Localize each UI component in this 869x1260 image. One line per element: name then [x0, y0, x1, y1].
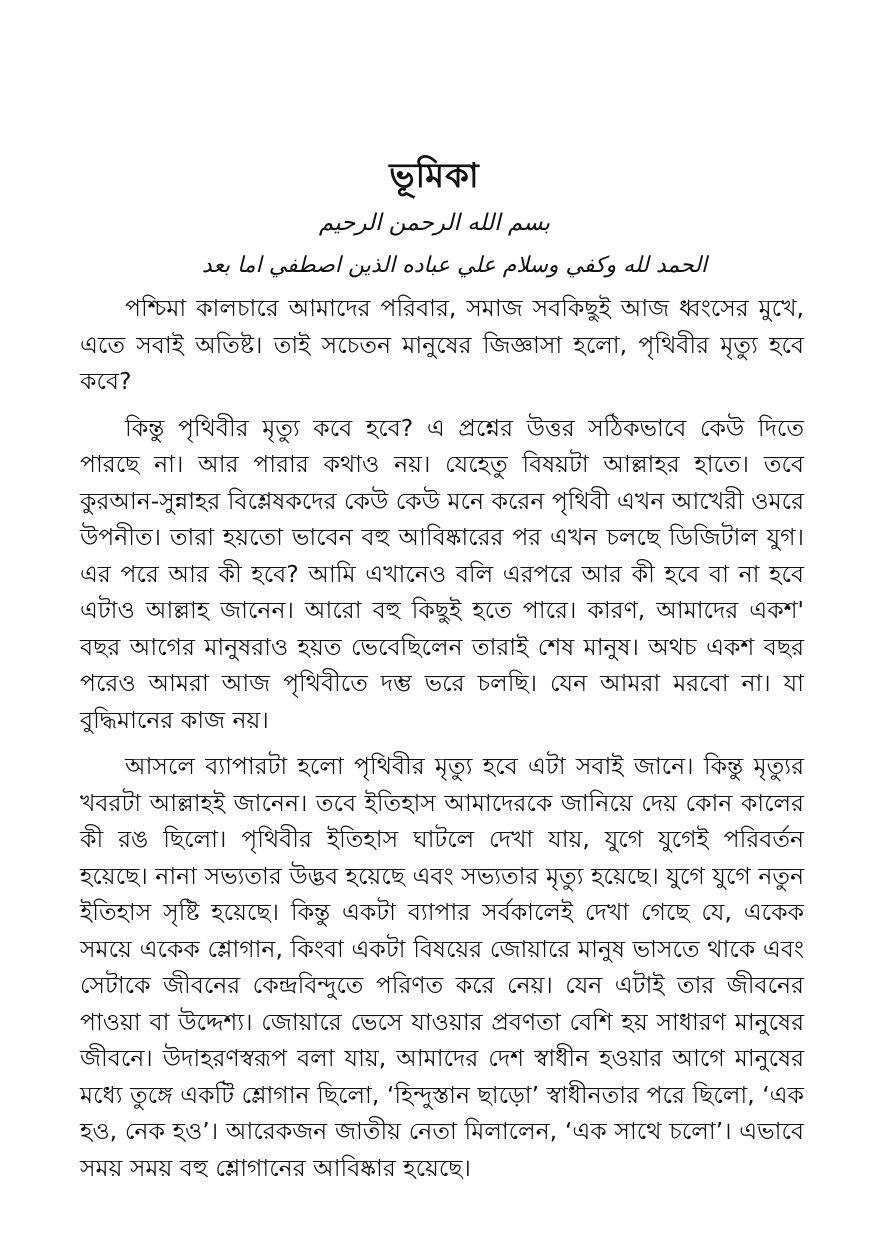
paragraph-2: কিন্তু পৃথিবীর মৃত্যু কবে হবে? এ প্রশ্নের উত্তর সঠিকভাবে কেউ দিতে পারছে না। আর পারার কথাও নয়। যেহেতু বিষয়টা আল্লাহর হাতে। তবে কুরআন-সুন্নাহর বিশ্লেষকদের কেউ কেউ মনে করেন পৃথিবী এখন আখেরী ওমরে উপনীত। তারা হয়তো ভাবেন বহু আবিষ্কারের পর এখন চলছে ডিজিটাল যুগ। এর পরে আর কী হবে? আমি এখানেও বলি এরপরে আর কী হবে বা না হবে এটাও আল্লাহ জানেন। আরো বহু কিছুই হতে পারে। কারণ, আমাদের একশ' বছর আগের মানুষরাও হয়ত ভেবেছিলেন তারাই শেষ মানুষ। অথচ একশ বছর পরেও আমরা আজ পৃথিবীতে দম্ভ ভরে চলছি। যেন আমরা মরবো না। যা বুদ্ধিমানের কাজ নয়।: [80, 413, 804, 734]
basmala-line: بسم الله الرحمن الرحيم: [318, 210, 551, 236]
page-title: ভূমিকা: [389, 156, 480, 196]
body-text: [80, 290, 804, 1196]
paragraph-3: আসলে ব্যাপারটা হলো পৃথিবীর মৃত্যু হবে এটা সবাই জানে। কিন্তু মৃত্যুর খবরটা আল্লাহই জানেন। তবে ইতিহাস আমাদেরকে জানিয়ে দেয় কোন কালের কী রঙ ছিলো। পৃথিবীর ইতিহাস ঘাটলে দেখা যায়, যুগে যুগেই পরিবর্তন হয়েছে। নানা সভ্যতার উদ্ভব হয়েছে এবং সভ্যতার মৃত্যু হয়েছে। যুগে যুগে নতুন ইতিহাস সৃষ্টি হয়েছে। কিন্তু একটা ব্যাপার সর্বকালেই দেখা গেছে যে, একেক সময়ে একেক শ্লোগান, কিংবা একটা বিষয়ের জোয়ারে মানুষ ভাসতে থাকে এবং সেটাকে জীবনের কেন্দ্রবিন্দুতে পরিণত করে নেয়। যেন এটাই তার জীবনের পাওয়া বা উদ্দেশ্য। জোয়ারে ভেসে যাওয়ার প্রবণতা বেশি হয় সাধারণ মানুষের জীবনে। উদাহরণস্বরূপ বলা যায়, আমাদের দেশ স্বাধীন হওয়ার আগে মানুষের মধ্যে তুঙ্গে একটি শ্লোগান ছিলো, ‘হিন্দুস্তান ছাড়ো’ স্বাধীনতার পরে ছিলো, ‘এক হও, নেক হও’। আরেকজন জাতীয় নেতা মিলালেন, ‘এক সাথে চলো’। এভাবে সময় সময় বহু শ্লোগানের আবিষ্কার হয়েছে।: [80, 752, 804, 1182]
hamd-line: الحمد لله وكفي وسلام علي عباده الذين اصطفي اما بعد: [201, 253, 708, 278]
paragraph-1: পশ্চিমা কালচারে আমাদের পরিবার, সমাজ সবকিছুই আজ ধ্বংসের মুখে, এতে সবাই অতিষ্ট। তাই সচেতন মানুষের জিজ্ঞাসা হলো, পৃথিবীর মৃত্যু হবে কবে?: [80, 294, 804, 395]
